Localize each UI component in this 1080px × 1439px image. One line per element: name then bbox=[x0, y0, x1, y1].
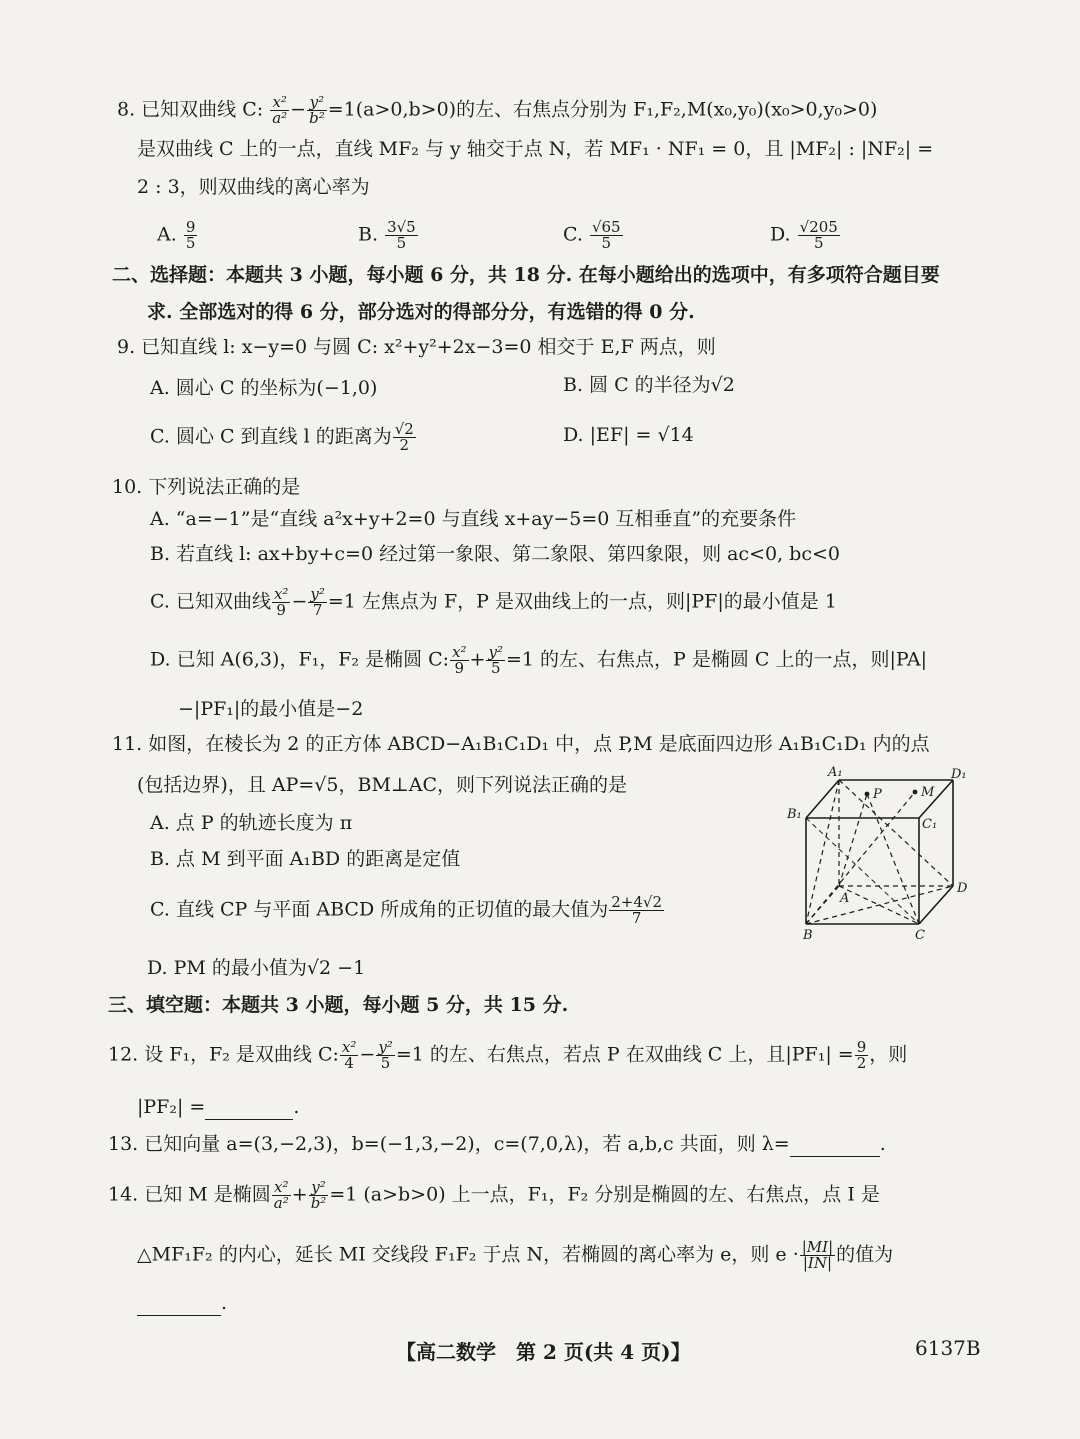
q8-option-b: B. $\frac{3√5}{5}$ bbox=[358, 218, 416, 252]
q12-line2: |PF₂| = . bbox=[137, 1096, 300, 1118]
q14-line2: △MF₁F₂ 的内心，延长 MI 交线段 F₁F₂ 于点 N，若椭圆的离心率为 e，则 e · $\frac{|MI|}{|IN|}$ 的值为 bbox=[137, 1238, 894, 1272]
section2-heading: 二、选择题：本题共 3 小题，每小题 6 分，共 18 分. 在每小题给出的选项中，有多项符合题目要 bbox=[112, 264, 940, 286]
q8-option-d: D. $\frac{√205}{5}$ bbox=[770, 218, 838, 252]
answer-blank[interactable] bbox=[137, 1295, 221, 1316]
q11-option-c: C. 直线 CP 与平面 ABCD 所成角的正切值的最大值为 $\frac{2+4√2}{7}$ bbox=[150, 893, 662, 927]
q9-option-c: C. 圆心 C 到直线 l 的距离为 $\frac{√2}{2}$ bbox=[150, 420, 414, 454]
q12-line1: 12. 设 F₁，F₂ 是双曲线 C: $\frac{\text{x²}}{4}$ − $\frac{\text{y²}}{5}$ =1 的左、右焦点，若点 P 在双曲线 C 上，且|PF₁| = $\frac{9}{2}$ ，则 bbox=[108, 1038, 908, 1072]
q10-option-c: C. 已知双曲线 $\frac{\text{x²}}{9}$ − $\frac{\text{y²}}{7}$ =1 左焦点为 F，P 是双曲线上的一点，则|PF|的最小值是 1 bbox=[150, 585, 837, 619]
q10-option-a: A. “a=−1”是“直线 a²x+y+2=0 与直线 x+ay−5=0 互相垂直”的充要条件 bbox=[150, 508, 797, 530]
q11-option-b: B. 点 M 到平面 A₁BD 的距离是定值 bbox=[150, 848, 461, 870]
edge bbox=[919, 886, 953, 924]
q10-option-d: D. 已知 A(6,3)，F₁，F₂ 是椭圆 C: $\frac{\text{x²}}{9}$ + $\frac{\text{y²}}{5}$ =1 的左、右焦点，P 是椭圆 C 上的一点，则|PA| bbox=[150, 643, 928, 677]
q9-option-a: A. 圆心 C 的坐标为(−1,0) bbox=[150, 377, 378, 399]
label-a1: A₁ bbox=[828, 765, 843, 780]
q9-stem: 9. 已知直线 l: x−y=0 与圆 C: x²+y²+2x−3=0 相交于 E,F 两点，则 bbox=[117, 336, 716, 358]
label-p: P bbox=[873, 787, 882, 802]
line-bm bbox=[806, 792, 915, 924]
q13: 13. 已知向量 a=(3,−2,3)，b=(−1,3,−2)，c=(7,0,λ)，若 a,b,c 共面，则 λ= . bbox=[108, 1133, 886, 1155]
section3-heading: 三、填空题：本题共 3 小题，每小题 5 分，共 15 分. bbox=[108, 994, 569, 1016]
label-d: D bbox=[957, 881, 968, 896]
line-a1d bbox=[839, 780, 953, 886]
cube-figure bbox=[785, 762, 985, 944]
label-c1: C₁ bbox=[922, 817, 938, 832]
paper-code: 6137B bbox=[915, 1336, 981, 1360]
q8-line1: 8. 已知双曲线 C: $\frac{\text{x²}}{\text{a²}}$ − $\frac{\text{y²}}{\text{b²}}$ =1(a>0,b>0)的左、右焦点分别为 F₁,F₂,M(x₀,y₀)(x₀>0,y₀>0) bbox=[117, 93, 878, 127]
label-b: B bbox=[803, 928, 813, 943]
fraction: $\frac{\text{y²}}{\text{b²}}$ bbox=[309, 93, 325, 127]
line-a1b bbox=[806, 780, 839, 924]
q11-option-a: A. 点 P 的轨迹长度为 π bbox=[150, 812, 353, 834]
q8-option-a: A. $\frac{9}{5}$ bbox=[157, 218, 196, 252]
label-b1: B₁ bbox=[787, 807, 802, 822]
line-ap bbox=[839, 794, 867, 886]
q10-stem: 10. 下列说法正确的是 bbox=[112, 476, 301, 498]
label-c: C bbox=[915, 928, 925, 943]
q11-stem-cont: (包括边界)，且 AP=√5，BM⊥AC，则下列说法正确的是 bbox=[137, 774, 628, 796]
line-bd bbox=[806, 886, 953, 924]
fraction: $\frac{\text{x²}}{\text{a²}}$ bbox=[272, 93, 288, 127]
label-m: M bbox=[921, 785, 935, 800]
point-m bbox=[913, 790, 918, 795]
q9-option-d: D. |EF| = √14 bbox=[563, 424, 694, 446]
q9-option-b: B. 圆 C 的半径为√2 bbox=[563, 374, 735, 396]
q10-option-d-cont: −|PF₁|的最小值是−2 bbox=[178, 698, 364, 720]
q8-line2: 是双曲线 C 上的一点，直线 MF₂ 与 y 轴交于点 N，若 MF₁ · NF₁ = 0，且 |MF₂| : |NF₂| = bbox=[137, 138, 934, 160]
line-cp bbox=[867, 794, 919, 924]
section2-heading-cont: 求. 全部选对的得 6 分，部分选对的得部分分，有选错的得 0 分. bbox=[147, 301, 695, 323]
answer-blank[interactable] bbox=[205, 1099, 293, 1120]
answer-blank[interactable] bbox=[790, 1136, 880, 1157]
q14-answer: . bbox=[137, 1290, 227, 1316]
line-aux bbox=[806, 818, 919, 924]
q10-option-b: B. 若直线 l: ax+by+c=0 经过第一象限、第二象限、第四象限，则 ac<0, bc<0 bbox=[150, 543, 840, 565]
point-p bbox=[865, 792, 870, 797]
q11-stem: 11. 如图，在棱长为 2 的正方体 ABCD−A₁B₁C₁D₁ 中，点 P,M 是底面四边形 A₁B₁C₁D₁ 内的点 bbox=[112, 733, 930, 755]
label-a: A bbox=[840, 891, 850, 906]
q11-option-d: D. PM 的最小值为√2 −1 bbox=[147, 957, 366, 979]
q14-line1: 14. 已知 M 是椭圆 $\frac{\text{x²}}{\text{a²}}$ + $\frac{\text{y²}}{\text{b²}}$ =1 (a>b>0) 上一点，F₁，F₂ 分别是椭圆的左、右焦点，点 I 是 bbox=[108, 1178, 880, 1212]
q8-line3: 2 : 3，则双曲线的离心率为 bbox=[137, 176, 370, 198]
label-d1: D₁ bbox=[951, 767, 967, 782]
q8-option-c: C. $\frac{√65}{5}$ bbox=[563, 218, 621, 252]
page-footer: 【高二数学 第 2 页(共 4 页)】 bbox=[396, 1340, 691, 1364]
